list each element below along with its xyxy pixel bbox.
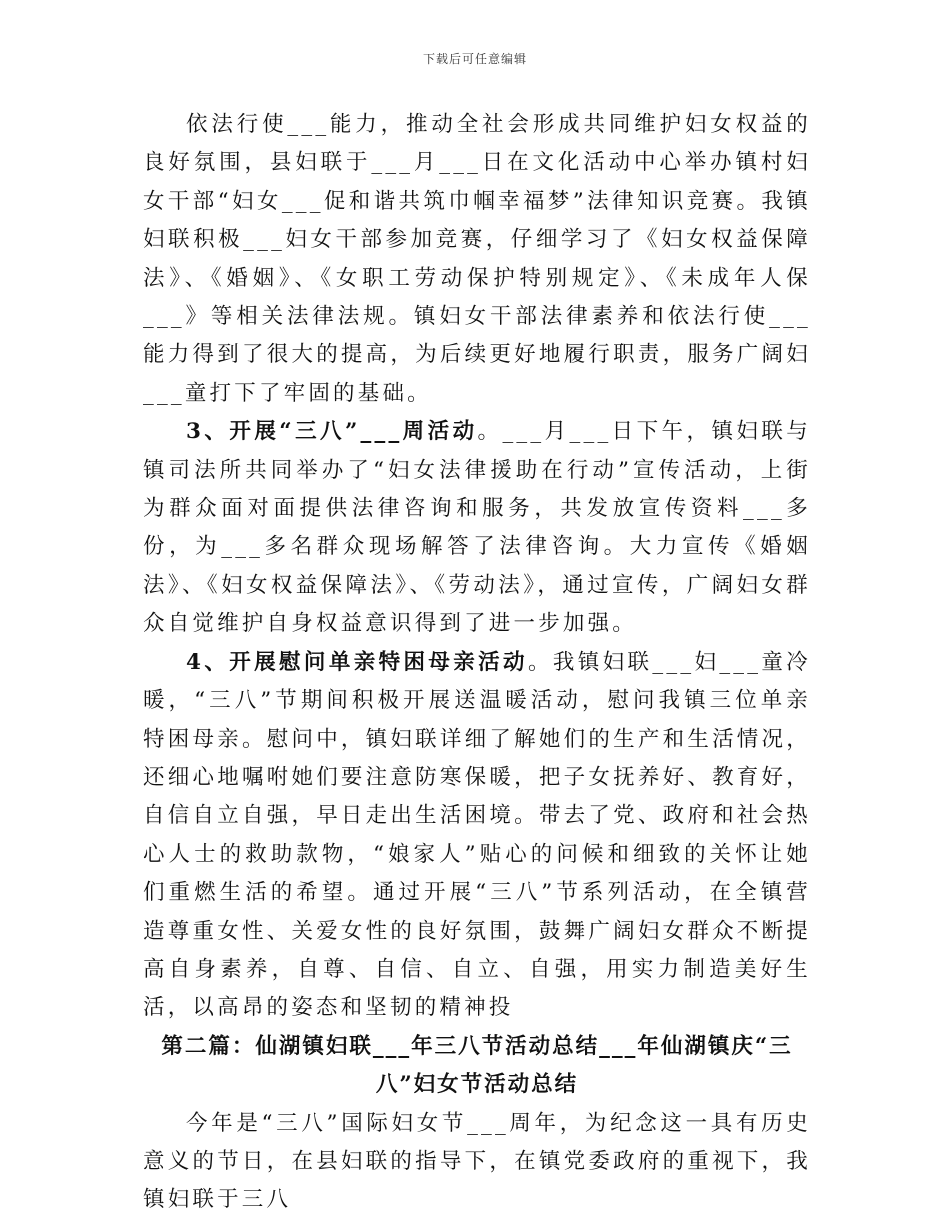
paragraph-single-mothers bbox=[143, 644, 811, 1028]
section-heading-3: 3、开展“三八”___周活动 bbox=[186, 419, 478, 445]
paragraph-intro: 今年是“三八”国际妇女节___周年，为纪念这一具有历史意义的节日，在县妇联的指导下，在镇党委政府的重视下，我镇妇联于三八 bbox=[143, 1110, 811, 1213]
section-title bbox=[143, 1028, 811, 1105]
paragraph-legal-competition: 依法行使___能力，推动全社会形成共同维护妇女权益的良好氛围，县妇联于___月___日在文化活动中心举办镇村妇女干部“妇女___促和谐共筑巾帼幸福梦”法律知识竞赛。我镇妇联积极___妇女干部参加竞赛，仔细学习了《妇女权益保障法》、《婚姻》、《女职工劳动保护特别规定》、《未成年人保___》等相关法律法规。镇妇女干部法律素养和依法行使___能力得到了很大的提高，为后续更好地履行职责，服务广阔妇___童打下了牢固的基础。 bbox=[143, 112, 811, 406]
paragraph-single-mothers-text: 。我镇妇联___妇___童冷暖，“三八”节期间积极开展送温暖活动，慰问我镇三位单亲特困母亲。慰问中，镇妇联详细了解她们的生产和生活情况，还细心地嘱咐她们要注意防寒保暖，把子女抚养好、教育好，自信自立自强，早日走出生活困境。带去了党、政府和社会热心人士的救助款物，“娘家人”贴心的问候和细致的关怀让她们重燃生活的希望。通过开展“三八”节系列活动，在全镇营造尊重女性、关爱女性的良好氛围，鼓舞广阔妇女群众不断提高自身素养，自尊、自信、自立、自强，用实力制造美好生活，以高昂的姿态和坚韧的精神投 bbox=[143, 649, 811, 1021]
paragraph-womens-week bbox=[143, 413, 811, 643]
page-header: 下载后可任意编辑 bbox=[422, 52, 527, 66]
section-title-line2: 八”妇女节活动总结 bbox=[375, 1072, 579, 1098]
paragraph-womens-week-text: 。___月___日下午，镇妇联与镇司法所共同举办了“妇女法律援助在行动”宣传活动，上街为群众面对面提供法律咨询和服务，共发放宣传资料___多份，为___多名群众现场解答了法律咨询。大力宣传《婚姻法》、《妇女权益保障法》、《劳动法》，通过宣传，广阔妇女群众自觉维护自身权益意识得到了进一步加强。 bbox=[143, 419, 812, 637]
document-body bbox=[143, 106, 811, 1220]
section-heading-4: 4、开展慰问单亲特困母亲活动 bbox=[186, 649, 528, 675]
section-title-line1: 第二篇：仙湖镇妇联___年三八节活动总结___年仙湖镇庆“三 bbox=[161, 1033, 793, 1059]
